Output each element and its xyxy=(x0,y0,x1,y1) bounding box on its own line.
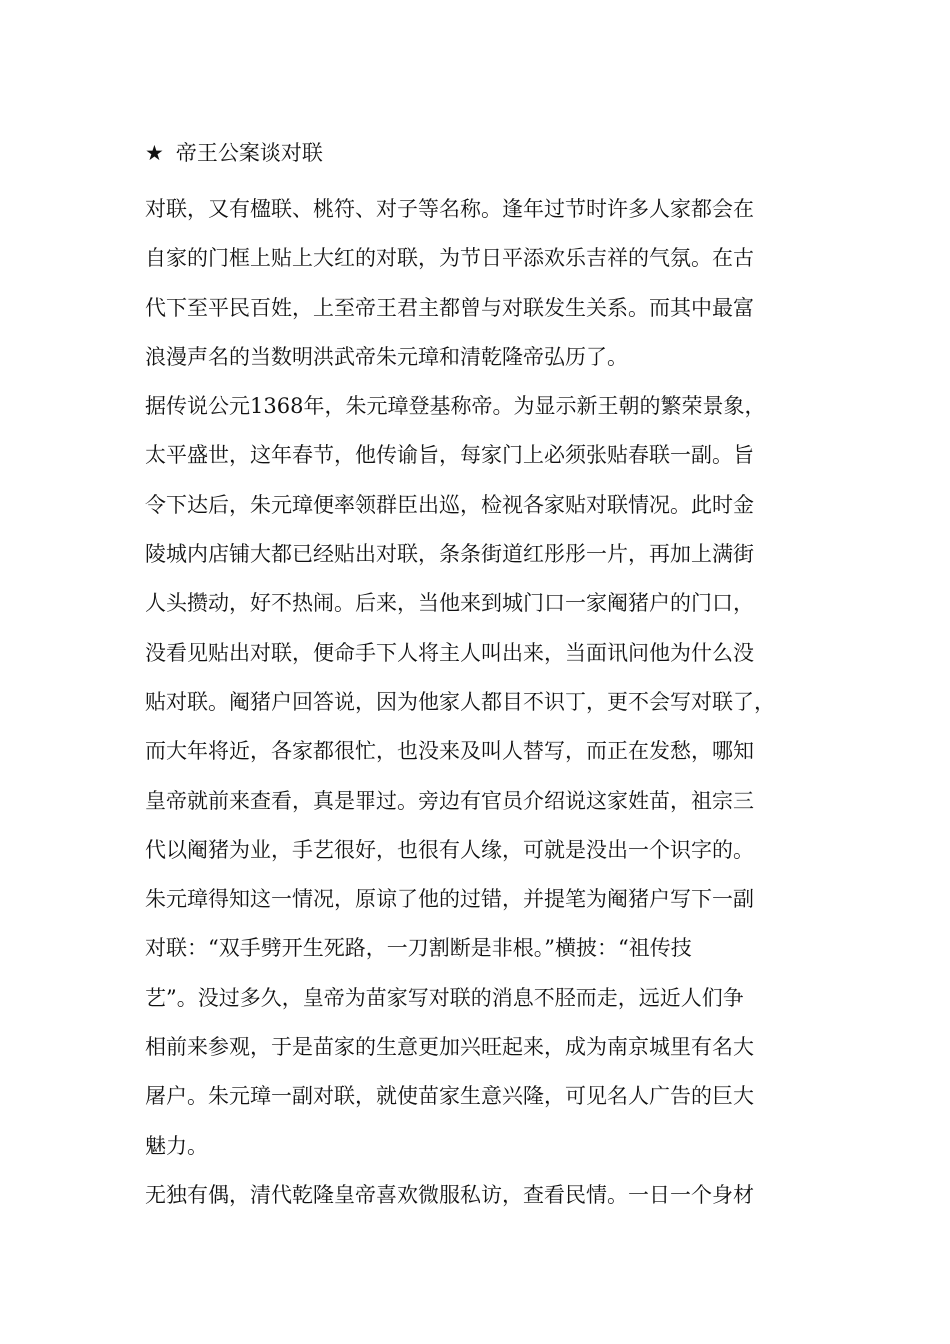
text-line: 而大年将近，各家都很忙，也没来及叫人替写，而正在发愁，哪知 xyxy=(145,739,754,764)
text-line: 太平盛世，这年春节，他传谕旨，每家门上必须张贴春联一副。旨 xyxy=(145,443,754,468)
star-icon: ★ xyxy=(145,141,164,165)
document-page xyxy=(145,135,805,1220)
paragraph-intro xyxy=(145,185,805,382)
text-line: 代以阉猪为业，手艺很好，也很有人缘，可就是没出一个识字的。 xyxy=(145,837,754,862)
text-line: 艺”。没过多久，皇帝为苗家写对联的消息不胫而走，远近人们争 xyxy=(145,985,744,1010)
text-line: 相前来参观，于是苗家的生意更加兴旺起来，成为南京城里有名大 xyxy=(145,1035,754,1060)
text-line: 对联：“双手劈开生死路，一刀割断是非根。”横披：“祖传技 xyxy=(145,936,692,961)
text-line: 魅力。 xyxy=(145,1133,208,1158)
text-line: 朱元璋得知这一情况，原谅了他的过错，并提笔为阉猪户写下一副 xyxy=(145,887,754,912)
paragraph-qianlong xyxy=(145,1171,805,1220)
text-line: 无独有偶，清代乾隆皇帝喜欢微服私访，查看民情。一日一个身材 xyxy=(145,1182,754,1207)
text-line: 贴对联。阉猪户回答说，因为他家人都目不识丁，更不会写对联了， xyxy=(145,689,775,714)
text-line: 据传说公元1368年，朱元璋登基称帝。为显示新王朝的繁荣景象， xyxy=(145,394,766,419)
text-line: 浪漫声名的当数明洪武帝朱元璋和清乾隆帝弘历了。 xyxy=(145,344,628,369)
text-line: 自家的门框上贴上大红的对联，为节日平添欢乐吉祥的气氛。在古 xyxy=(145,246,754,271)
text-line: 人头攒动，好不热闹。后来，当他来到城门口一家阉猪户的门口， xyxy=(145,591,754,616)
text-line: 陵城内店铺大都已经贴出对联，条条街道红彤彤一片，再加上满街 xyxy=(145,542,754,567)
text-line: 没看见贴出对联，便命手下人将主人叫出来，当面讯问他为什么没 xyxy=(145,640,754,665)
text-line: 对联，又有楹联、桃符、对子等名称。逢年过节时许多人家都会在 xyxy=(145,197,754,221)
text-line: 皇帝就前来查看，真是罪过。旁边有官员介绍说这家姓苗，祖宗三 xyxy=(145,788,754,813)
heading-title: 帝王公案谈对联 xyxy=(175,141,323,165)
section-heading xyxy=(145,135,805,171)
text-line: 令下达后，朱元璋便率领群臣出巡，检视各家贴对联情况。此时金 xyxy=(145,492,754,517)
text-line: 屠户。朱元璋一副对联，就使苗家生意兴隆，可见名人广告的巨大 xyxy=(145,1084,754,1109)
paragraph-zhu-yuanzhang xyxy=(145,382,805,1171)
text-line: 代下至平民百姓，上至帝王君主都曾与对联发生关系。而其中最富 xyxy=(145,295,754,320)
